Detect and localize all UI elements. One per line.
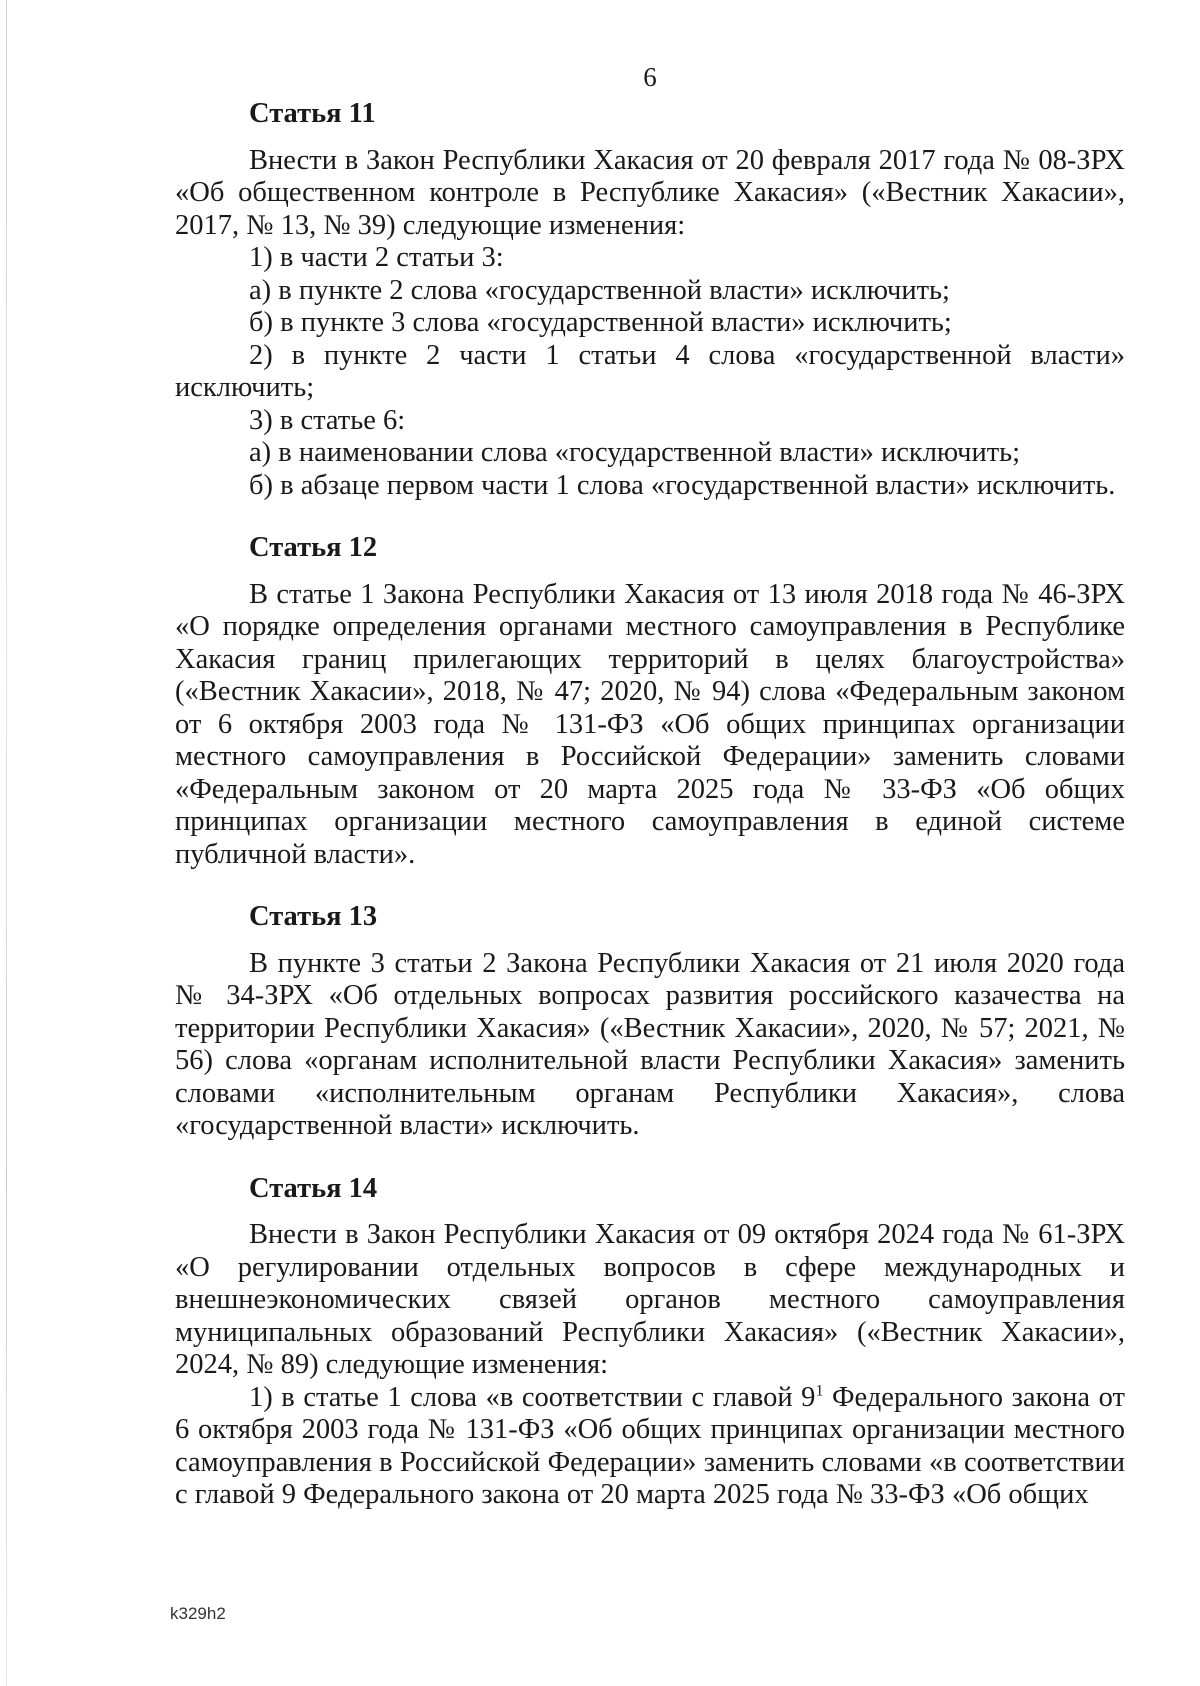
article-paragraph: Внести в Закон Республики Хакасия от 09 октября 2024 года № 61-ЗРХ «О регулировании отдельных вопросов в сфере международных и внешнеэкономических связей органов местного самоуправления муниципальных образований Республики Хакасия» («Вестник Хакасии», 2024, № 89) следующие изменения: <box>175 1219 1125 1380</box>
article-paragraph: а) в пункте 2 слова «государственной власти» исключить; <box>249 274 950 306</box>
article-paragraph: Внести в Закон Республики Хакасия от 20 февраля 2017 года № 08-ЗРХ «Об общественном контроле в Республике Хакасия» («Вестник Хакасии», 2017, № 13, № 39) следующие изменения: <box>175 144 1125 241</box>
article-heading: Статья 12 <box>249 532 378 563</box>
article-13 <box>175 901 1125 1143</box>
scan-edge-line <box>6 0 7 1686</box>
article-paragraph: 1) в части 2 статьи 3: <box>249 242 504 273</box>
article-heading: Статья 14 <box>249 1172 378 1204</box>
article-11 <box>175 98 1125 502</box>
superscript-mark: 1 <box>815 1382 824 1399</box>
article-paragraph: б) в абзаце первом части 1 слова «государственной власти» исключить. <box>249 469 1116 501</box>
article-heading: Статья 13 <box>249 901 378 932</box>
article-heading: Статья 11 <box>249 98 376 129</box>
article-paragraph: 2) в пункте 2 части 1 статьи 4 слова «государственной власти» исключить; <box>175 339 1125 403</box>
article-paragraph: В статье 1 Закона Республики Хакасия от 13 июля 2018 года № 46-ЗРХ «О порядке определения органами местного самоуправления в Республике Хакасия границ прилегающих территорий в целях благоустройства» («Вестник Хакасии», 2018, № 47; 2020, № 94) слова «Федеральным законом от 6 октября 2003 года № 131-ФЗ «Об общих принципах организации местного самоуправления в Российской Федерации» заменить словами «Федеральным законом от 20 марта 2025 года № 33-ФЗ «Об общих принципах организации местного самоуправления в единой системе публичной власти». <box>175 578 1125 870</box>
article-paragraph-with-superscript <box>175 1382 1125 1512</box>
article-14 <box>175 1173 1125 1512</box>
document-page <box>175 62 1125 1512</box>
article-paragraph: В пункте 3 статьи 2 Закона Республики Хакасия от 21 июля 2020 года № 34-ЗРХ «Об отдельных вопросах развития российского казачества на территории Республики Хакасия» («Вестник Хакасии», 2020, № 57; 2021, № 56) слова «органам исполнительной власти Республики Хакасия» заменить словами «исполнительным органам Республики Хакасия», слова «государственной власти» исключить. <box>175 947 1125 1141</box>
paragraph-text-start: 1) в статье 1 слова «в соответствии с главой 9 <box>249 1381 816 1413</box>
article-paragraph: 3) в статье 6: <box>249 404 406 436</box>
paragraph-text-end: Федерального закона от 6 октября 2003 года № 131-ФЗ «Об общих принципах организации местного самоуправления в Российской Федерации» заменить словами «в соответствии с главой 9 Федерального закона от 20 марта 2025 года № 33-ФЗ «Об общих <box>175 1381 1125 1510</box>
footer-document-code: k329h2 <box>170 1604 226 1623</box>
article-paragraph: б) в пункте 3 слова «государственной власти» исключить; <box>249 307 952 338</box>
article-paragraph: а) в наименовании слова «государственной власти» исключить; <box>249 437 1021 468</box>
page-number: 6 <box>643 62 657 92</box>
article-12 <box>175 532 1125 871</box>
